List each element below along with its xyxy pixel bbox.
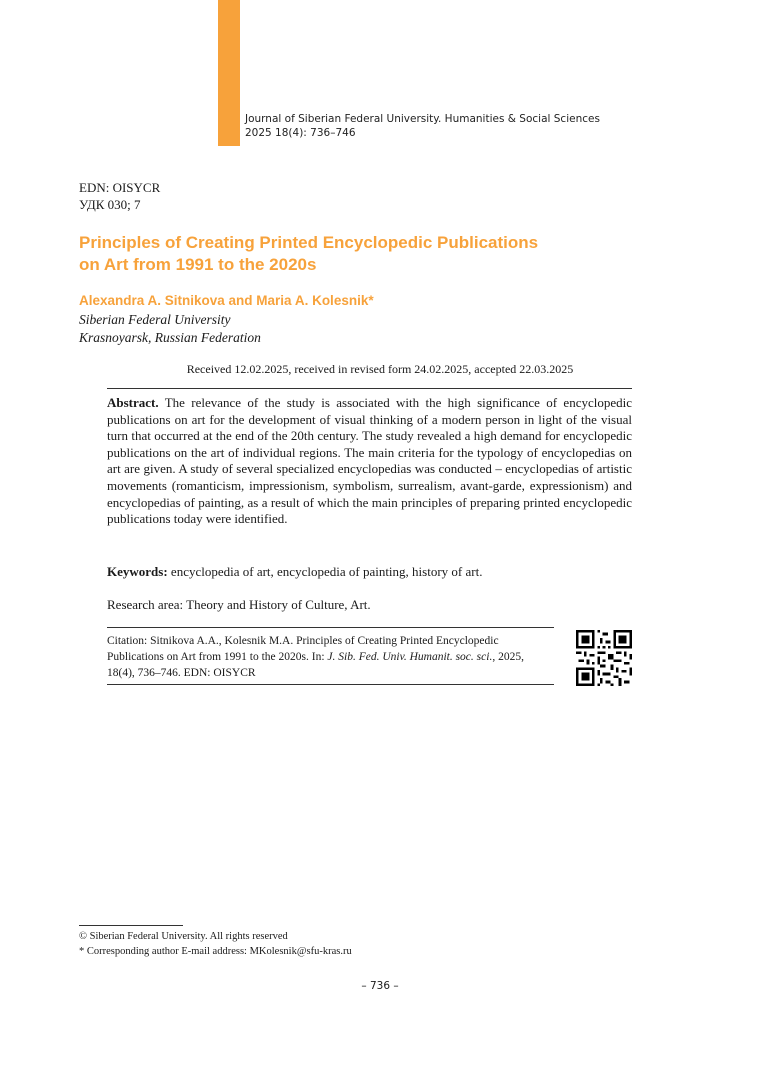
title-line-2: on Art from 1991 to the 2020s — [79, 255, 317, 274]
abstract-text: The relevance of the study is associated with the high significance of encyclopedic publications on art for the development of visual thinking of a modern person in light of the visual turn that occurred at the end of the 20th century. The study revealed a high demand for encyclopedic publications on the art of individual regions. The main criteria for the typology of encyclopedias on art are given. A study of several specialized encyclopedias was conducted – encyclopedias of artistic movements (romanticism, impressionism, symbolism, surrealism, avant-garde, expressionism) and encyclopedias of painting, as a result of which the main principles of preparing printed encyclopedic publications today were identified. — [107, 395, 632, 527]
citation-top-rule — [107, 627, 554, 628]
abstract-label: Abstract. — [107, 395, 159, 410]
edn-code: EDN: OISYCR — [79, 180, 161, 195]
affiliation-location: Krasnoyarsk, Russian Federation — [79, 330, 261, 345]
page-number: – 736 – — [361, 980, 399, 992]
citation — [107, 633, 554, 681]
keywords — [107, 564, 632, 580]
citation-journal: J. Sib. Fed. Univ. Humanit. soc. sci. — [327, 651, 493, 663]
header-accent-bar — [218, 0, 240, 146]
journal-header — [245, 112, 600, 140]
article-title — [79, 232, 639, 276]
udk-code: УДК 030; 7 — [79, 197, 141, 212]
keywords-label: Keywords: — [107, 564, 168, 579]
copyright-note: © Siberian Federal University. All rights reserved — [79, 931, 288, 942]
keywords-text: encyclopedia of art, encyclopedia of painting, history of art. — [167, 564, 483, 579]
corresponding-author-note: * Corresponding author E-mail address: MKolesnik@sfu-kras.ru — [79, 946, 352, 957]
title-line-1: Principles of Creating Printed Encyclopedic Publications — [79, 233, 539, 252]
author-names: Alexandra A. Sitnikova and Maria A. Kolesnik* — [79, 293, 374, 308]
journal-name: Journal of Siberian Federal University. Humanities & Social Sciences — [245, 113, 600, 125]
footnotes — [79, 929, 352, 959]
citation-text: Citation: Sitnikova A.A., Kolesnik M.A. Principles of Creating Printed Encyclopedic Publications on Art from 1991 to the 2020s. In: — [107, 635, 499, 663]
affiliation: Siberian Federal University — [79, 312, 231, 327]
affiliation-block — [79, 311, 261, 347]
journal-issue: 2025 18(4): 736–746 — [245, 127, 356, 139]
qr-code-icon[interactable] — [576, 630, 632, 686]
article-meta — [79, 179, 160, 213]
abstract — [107, 395, 632, 528]
citation-details: , 2025, 18(4), 736–746. EDN: OISYCR — [107, 651, 524, 679]
research-area: Research area: Theory and History of Culture, Art. — [107, 597, 371, 612]
abstract-top-rule — [107, 388, 632, 389]
received-dates: Received 12.02.2025, received in revised form 24.02.2025, accepted 22.03.2025 — [186, 362, 574, 376]
footnote-rule — [79, 925, 183, 926]
citation-bottom-rule — [107, 684, 554, 685]
